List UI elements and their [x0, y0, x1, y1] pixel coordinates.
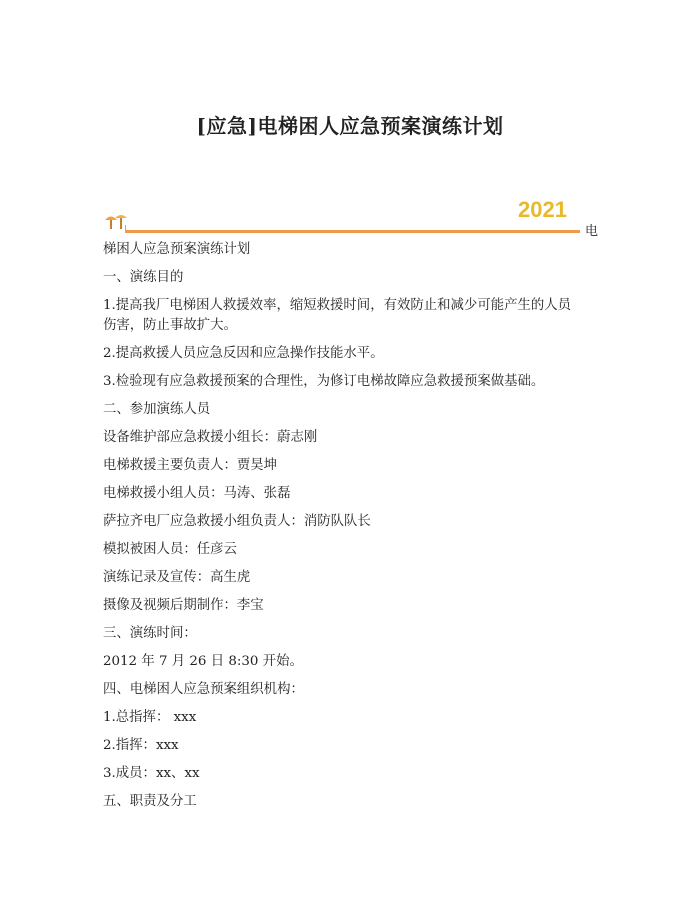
- paragraph: 萨拉齐电厂应急救援小组负责人：消防队队长: [103, 514, 371, 529]
- paragraph: 2012 年 7 月 26 日 8:30 开始。: [103, 654, 303, 669]
- section-heading: 二、参加演练人员: [103, 402, 211, 417]
- header-rule: [125, 230, 580, 233]
- section-heading: 四、电梯困人应急预案组织机构：: [103, 682, 304, 697]
- lead-character: 电: [585, 224, 599, 239]
- paragraph: 电梯救援主要负责人：贾昊坤: [103, 458, 278, 473]
- paragraph: 2.指挥：xxx: [103, 738, 179, 753]
- paragraph: 电梯救援小组人员：马涛、张磊: [103, 486, 291, 501]
- section-heading: 三、演练时间：: [103, 626, 197, 641]
- paragraph: 摄像及视频后期制作：李宝: [103, 598, 264, 613]
- paragraph: 3.成员：xx、xx: [103, 766, 200, 781]
- document-title: [应急]电梯困人应急预案演练计划: [196, 114, 504, 138]
- paragraph: 2.提高救援人员应急反因和应急操作技能水平。: [103, 346, 384, 361]
- document-body: [103, 240, 583, 812]
- paragraph: 模拟被困人员：任彦云: [103, 542, 237, 557]
- header-band: [103, 196, 600, 242]
- paragraph: 1.总指挥： xxx: [103, 710, 197, 725]
- paragraph: 1.提高我厂电梯困人救援效率，缩短救援时间，有效防止和减少可能产生的人员伤害，防止事故扩大。: [103, 298, 572, 333]
- section-heading: 五、职责及分工: [103, 794, 197, 809]
- paragraph: 梯困人应急预案演练计划: [103, 242, 251, 257]
- paragraph: 3.检验现有应急救援预案的合理性，为修订电梯故障应急救援预案做基础。: [103, 374, 545, 389]
- paragraph: 设备维护部应急救援小组长：蔚志刚: [103, 430, 318, 445]
- paragraph: 演练记录及宣传：高生虎: [103, 570, 251, 585]
- year-badge: 2021: [518, 197, 567, 222]
- section-heading: 一、演练目的: [103, 270, 184, 285]
